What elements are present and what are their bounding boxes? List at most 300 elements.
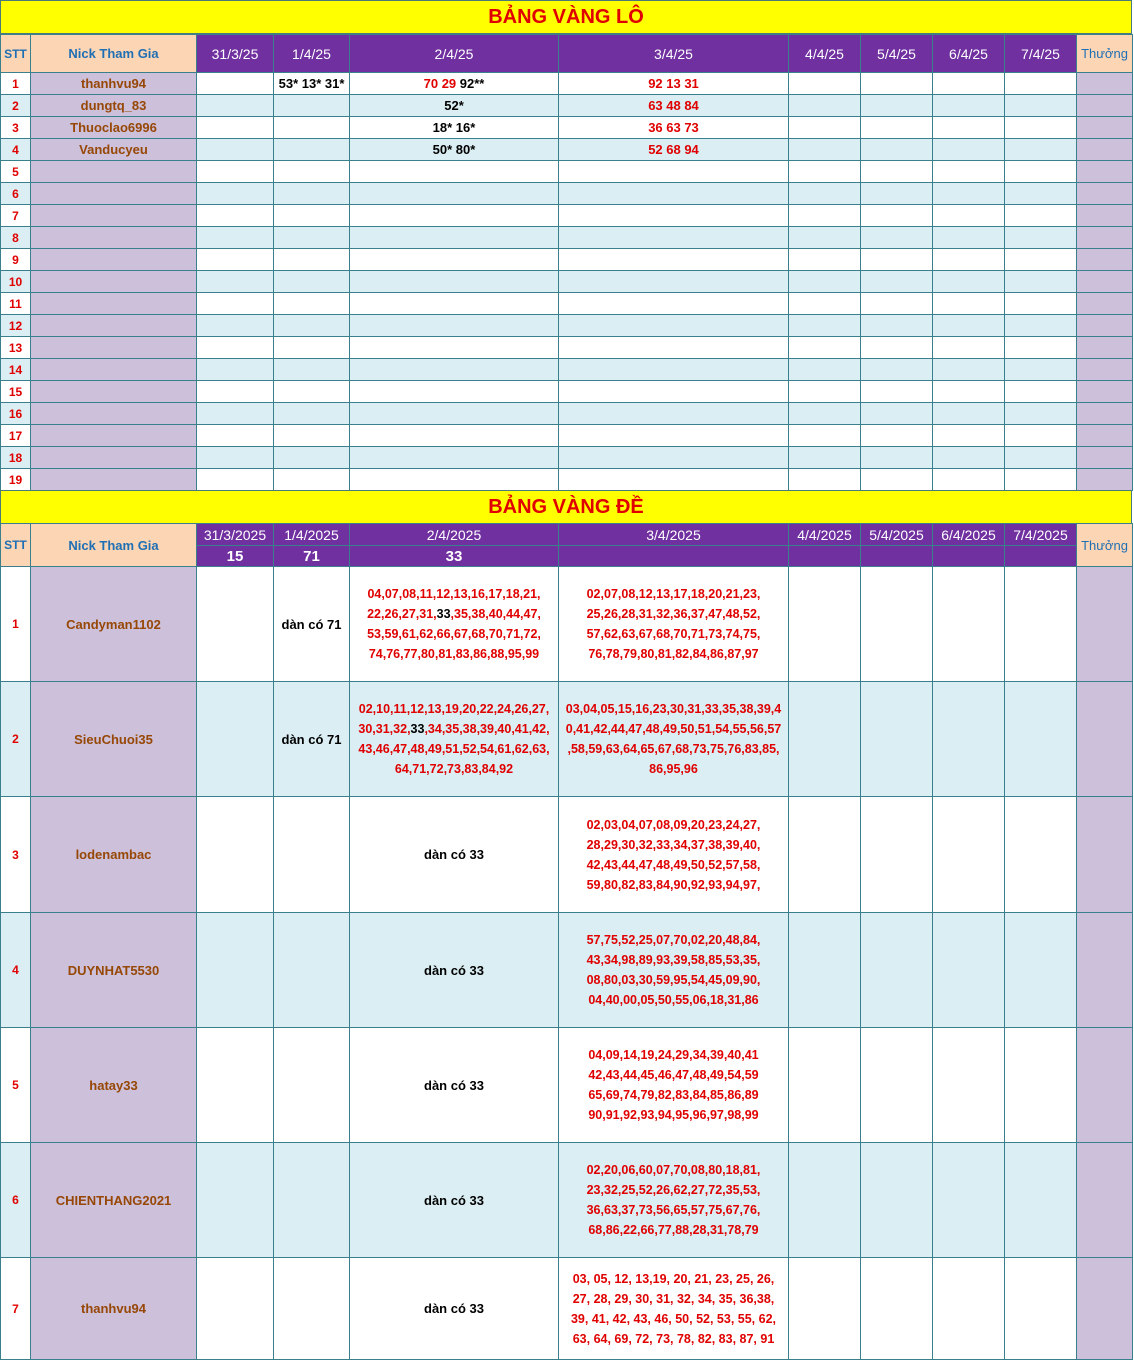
number-segment: 43,46,47,48,49,51,52,54,61,62,63, [358,742,550,756]
pick-cell [274,315,350,337]
player-nick [31,293,197,315]
row-number: 15 [1,381,31,403]
pick-cell [350,567,559,682]
pick-cell [559,425,789,447]
pick-cell [861,227,933,249]
pick-cell [350,337,559,359]
pick-cell [1005,161,1077,183]
pick-black: 50* 80* [432,142,476,157]
pick-cell [1005,567,1077,682]
row-number: 4 [1,139,31,161]
date-header: 7/4/25 [1005,35,1077,73]
pick-cell [274,183,350,205]
player-nick: dungtq_83 [31,95,197,117]
pick-cell [274,1143,350,1258]
number-segment: 53,59,61,62,66,67,68,70,71,72, [367,627,541,641]
player-nick: hatay33 [31,1028,197,1143]
lo-table-row [1,447,1133,469]
reward-cell [1077,139,1133,161]
pick-cell [274,797,350,913]
date-header: 2/4/2025 [350,524,559,546]
number-line: 39, 41, 42, 43, 46, 50, 52, 53, 55, 62, [570,1311,777,1326]
row-number: 1 [1,73,31,95]
player-nick [31,161,197,183]
pick-cell [197,161,274,183]
pick-cell [933,567,1005,682]
player-nick [31,205,197,227]
reward-cell [1077,337,1133,359]
pick-cell [197,1258,274,1360]
pick-cell [197,139,274,161]
row-number: 5 [1,1028,31,1143]
pick-cell [861,469,933,491]
number-line [352,584,556,604]
pick-black: 52* [444,98,464,113]
number-line: 63, 64, 69, 72, 73, 78, 82, 83, 87, 91 [572,1331,775,1346]
pick-cell [789,913,861,1028]
pick-cell [933,205,1005,227]
pick-cell [559,205,789,227]
row-number: 4 [1,913,31,1028]
pick-cell [1005,73,1077,95]
player-nick: thanhvu94 [31,73,197,95]
date-header: 6/4/25 [933,35,1005,73]
pick-cell [350,403,559,425]
number-line [352,759,556,779]
player-nick: Vanducyeu [31,139,197,161]
pick-cell [559,469,789,491]
pick-cell [559,293,789,315]
pick-cell [933,293,1005,315]
row-number: 11 [1,293,31,315]
pick-cell [933,139,1005,161]
pick-cell [197,183,274,205]
pick-cell [559,227,789,249]
pick-cell [789,337,861,359]
pick-cell [789,161,861,183]
pick-cell [274,161,350,183]
pick-cell [274,1028,350,1143]
pick-cell [789,682,861,797]
row-number: 3 [1,117,31,139]
pick-cell [350,381,559,403]
player-nick [31,425,197,447]
row-number: 19 [1,469,31,491]
number-line: 42,43,44,45,46,47,48,49,54,59 [588,1068,759,1082]
pick-cell [933,161,1005,183]
result-number [559,546,789,567]
pick-cell [1005,293,1077,315]
pick-cell [933,469,1005,491]
pick-cell [274,337,350,359]
pick-cell [861,381,933,403]
reward-cell [1077,381,1133,403]
row-number: 6 [1,1143,31,1258]
pick-cell [559,682,789,797]
pick-cell [933,1258,1005,1360]
pick-cell [350,447,559,469]
date-header: 1/4/25 [274,35,350,73]
pick-cell [197,117,274,139]
pick-cell [197,95,274,117]
row-number: 1 [1,567,31,682]
pick-cell [861,1028,933,1143]
pick-cell [789,1143,861,1258]
pick-cell [274,403,350,425]
pick-cell [933,425,1005,447]
number-line: 08,80,03,30,59,95,54,45,09,90, [586,973,761,987]
pick-cell [197,381,274,403]
pick-cell [789,315,861,337]
pick-cell [861,425,933,447]
number-line: 42,43,44,47,48,49,50,52,57,58, [586,857,761,872]
pick-cell [861,337,933,359]
pick-black: 92** [456,76,485,91]
pick-cell [350,227,559,249]
reward-cell [1077,227,1133,249]
pick-cell [1005,95,1077,117]
pick-cell [861,315,933,337]
date-header: 1/4/2025 [274,524,350,546]
player-nick [31,183,197,205]
number-segment: ,34,35,38,39,40,41,42, [424,722,550,736]
pick-cell [861,117,933,139]
lo-table-row [1,205,1133,227]
de-table-row [1,682,1133,797]
pick-cell [197,249,274,271]
pick-cell [274,117,350,139]
pick-cell [789,469,861,491]
reward-cell [1077,293,1133,315]
pick-cell [559,315,789,337]
de-table [0,523,1133,1360]
pick-cell [350,205,559,227]
lo-table-row [1,337,1133,359]
pick-cell [789,249,861,271]
pick-cell [933,913,1005,1028]
pick-cell [861,1143,933,1258]
pick-cell [197,337,274,359]
pick-cell [197,913,274,1028]
pick-cell [861,183,933,205]
player-nick [31,403,197,425]
row-number: 2 [1,682,31,797]
pick-cell [197,73,274,95]
player-nick: SieuChuoi35 [31,682,197,797]
stt-header: STT [1,35,31,73]
pick-cell [274,469,350,491]
reward-cell [1077,797,1133,913]
player-nick [31,359,197,381]
pick-cell [274,447,350,469]
pick-cell [789,117,861,139]
pick-cell: 92 13 31 [559,73,789,95]
pick-cell [197,425,274,447]
pick-cell [559,447,789,469]
player-nick: CHIENTHANG2021 [31,1143,197,1258]
lo-table [0,34,1133,491]
number-line: 90,91,92,93,94,95,96,97,98,99 [588,1108,759,1122]
pick-cell [861,913,933,1028]
player-nick [31,381,197,403]
number-line: 03,04,05,15,16,23,30,31,33,35,38,39,4 [565,702,782,716]
number-segment: 30,31,32, [358,722,411,736]
number-segment: 22,26,27,31, [367,607,437,621]
reward-cell [1077,249,1133,271]
number-line: 28,29,30,32,33,34,37,38,39,40, [586,837,761,852]
pick-black: 18* 16* [432,120,476,135]
pick-cell: dàn có 71 [274,567,350,682]
pick-cell [1005,469,1077,491]
pick-cell [350,271,559,293]
number-line: 65,69,74,79,82,83,84,85,86,89 [588,1088,759,1102]
pick-cell [274,227,350,249]
reward-cell [1077,315,1133,337]
number-segment: 02,10,11,12,13,19,20,22,24,26,27, [358,702,550,716]
pick-cell [789,227,861,249]
player-nick [31,469,197,491]
pick-cell [861,293,933,315]
pick-cell [1005,797,1077,913]
pick-cell [861,403,933,425]
pick-cell [350,95,559,117]
number-segment: 64,71,72,73,83,84,92 [394,762,514,776]
player-nick [31,271,197,293]
pick-cell [197,293,274,315]
date-header: 4/4/2025 [789,524,861,546]
player-nick [31,315,197,337]
pick-cell [350,293,559,315]
reward-cell [1077,205,1133,227]
pick-cell [197,797,274,913]
pick-cell [861,682,933,797]
number-line: 86,95,96 [649,762,698,776]
result-number [1005,546,1077,567]
number-line: 59,80,82,83,84,90,92,93,94,97, [586,877,761,892]
pick-cell [274,359,350,381]
number-line [352,739,556,759]
pick-cell [1005,139,1077,161]
pick-cell [861,447,933,469]
pick-cell [933,337,1005,359]
pick-cell [789,183,861,205]
row-number: 6 [1,183,31,205]
pick-cell [197,682,274,797]
pick-cell [350,682,559,797]
reward-cell [1077,447,1133,469]
pick-cell [933,249,1005,271]
pick-cell [933,73,1005,95]
stt-header: STT [1,524,31,567]
number-line: 03, 05, 12, 13,19, 20, 21, 23, 25, 26, [572,1271,775,1286]
number-line [352,624,556,644]
pick-cell [350,73,559,95]
pick-cell [197,271,274,293]
pick-cell [197,469,274,491]
pick-cell [274,205,350,227]
pick-cell [559,1028,789,1143]
pick-cell [861,1258,933,1360]
pick-cell [559,913,789,1028]
pick-cell [350,139,559,161]
number-line: 02,03,04,07,08,09,20,23,24,27, [586,817,761,832]
lo-table-row [1,403,1133,425]
pick-cell [789,381,861,403]
lo-title-banner: BẢNG VÀNG LÔ [0,0,1132,34]
pick-cell [861,95,933,117]
pick-cell [350,161,559,183]
pick-cell [559,161,789,183]
pick-cell: dàn có 33 [350,913,559,1028]
pick-cell [861,73,933,95]
pick-cell [197,315,274,337]
date-header: 31/3/2025 [197,524,274,546]
lo-table-row [1,117,1133,139]
pick-cell [861,161,933,183]
reward-cell [1077,1143,1133,1258]
number-segment: ,35,38,40,44,47, [450,607,541,621]
pick-cell [197,567,274,682]
pick-cell [274,1258,350,1360]
number-line: 36,63,37,73,56,65,57,75,67,76, [586,1203,761,1217]
pick-cell [1005,447,1077,469]
pick-cell: dàn có 71 [274,682,350,797]
pick-cell [559,403,789,425]
pick-cell [789,797,861,913]
pick-cell [350,469,559,491]
pick-cell [933,117,1005,139]
date-header: 5/4/25 [861,35,933,73]
row-number: 7 [1,205,31,227]
reward-cell [1077,73,1133,95]
pick-cell [933,403,1005,425]
result-number: 15 [197,546,274,567]
thuong-header: Thưởng [1077,35,1133,73]
reward-cell [1077,117,1133,139]
pick-cell [274,271,350,293]
number-line [352,644,556,664]
player-nick: Candyman1102 [31,567,197,682]
pick-cell [1005,205,1077,227]
pick-cell: 63 48 84 [559,95,789,117]
pick-cell [933,682,1005,797]
pick-cell [274,139,350,161]
row-number: 18 [1,447,31,469]
result-number [861,546,933,567]
pick-cell [1005,183,1077,205]
pick-cell [1005,271,1077,293]
row-number: 10 [1,271,31,293]
row-number: 12 [1,315,31,337]
date-header: 31/3/25 [197,35,274,73]
number-line: 27, 28, 29, 30, 31, 32, 34, 35, 36,38, [572,1291,775,1306]
pick-cell [197,205,274,227]
pick-cell: dàn có 33 [350,797,559,913]
pick-cell [789,1258,861,1360]
pick-cell [933,1143,1005,1258]
number-line: 25,26,28,31,32,36,37,47,48,52, [586,607,761,621]
reward-cell [1077,161,1133,183]
pick-cell [274,425,350,447]
row-number: 7 [1,1258,31,1360]
de-table-row [1,1258,1133,1360]
pick-cell [559,381,789,403]
row-number: 9 [1,249,31,271]
de-table-row [1,797,1133,913]
pick-cell: 52 68 94 [559,139,789,161]
pick-cell [789,1028,861,1143]
row-number: 14 [1,359,31,381]
pick-cell [559,1143,789,1258]
de-table-row [1,913,1133,1028]
pick-cell [559,359,789,381]
player-nick: DUYNHAT5530 [31,913,197,1028]
pick-cell [274,913,350,1028]
reward-cell [1077,183,1133,205]
pick-cell [274,249,350,271]
lo-table-row [1,359,1133,381]
pick-cell [933,95,1005,117]
nick-header: Nick Tham Gia [31,524,197,567]
pick-cell [1005,1028,1077,1143]
pick-cell [350,117,559,139]
pick-cell [789,293,861,315]
number-line [352,719,556,739]
number-line: 43,34,98,89,93,39,58,85,53,35, [586,953,761,967]
row-number: 2 [1,95,31,117]
number-segment: 33 [436,607,451,621]
pick-cell [1005,381,1077,403]
lo-table-row [1,469,1133,491]
de-table-row [1,567,1133,682]
pick-cell [933,227,1005,249]
reward-cell [1077,95,1133,117]
de-title-banner: BẢNG VÀNG ĐỀ [0,490,1132,524]
pick-cell [1005,425,1077,447]
reward-cell [1077,682,1133,797]
date-header: 7/4/2025 [1005,524,1077,546]
de-table-row [1,1143,1133,1258]
result-number: 71 [274,546,350,567]
result-number [933,546,1005,567]
pick-cell: dàn có 33 [350,1143,559,1258]
pick-cell [350,425,559,447]
reward-cell [1077,913,1133,1028]
pick-cell [861,797,933,913]
pick-cell [933,271,1005,293]
pick-cell [559,1258,789,1360]
date-header: 6/4/2025 [933,524,1005,546]
player-nick: Thuoclao6996 [31,117,197,139]
number-line [352,699,556,719]
pick-cell: 36 63 73 [559,117,789,139]
pick-cell [789,425,861,447]
result-number: 33 [350,546,559,567]
pick-cell [197,359,274,381]
pick-cell [1005,913,1077,1028]
pick-cell [789,403,861,425]
lo-table-row [1,183,1133,205]
player-nick: thanhvu94 [31,1258,197,1360]
date-header: 2/4/25 [350,35,559,73]
lo-table-row [1,73,1133,95]
row-number: 16 [1,403,31,425]
pick-cell [1005,227,1077,249]
number-line: 76,78,79,80,81,82,84,86,87,97 [588,647,759,661]
pick-cell [559,337,789,359]
pick-cell [1005,315,1077,337]
number-line: ,58,59,63,64,65,67,68,73,75,76,83,85, [567,742,780,756]
